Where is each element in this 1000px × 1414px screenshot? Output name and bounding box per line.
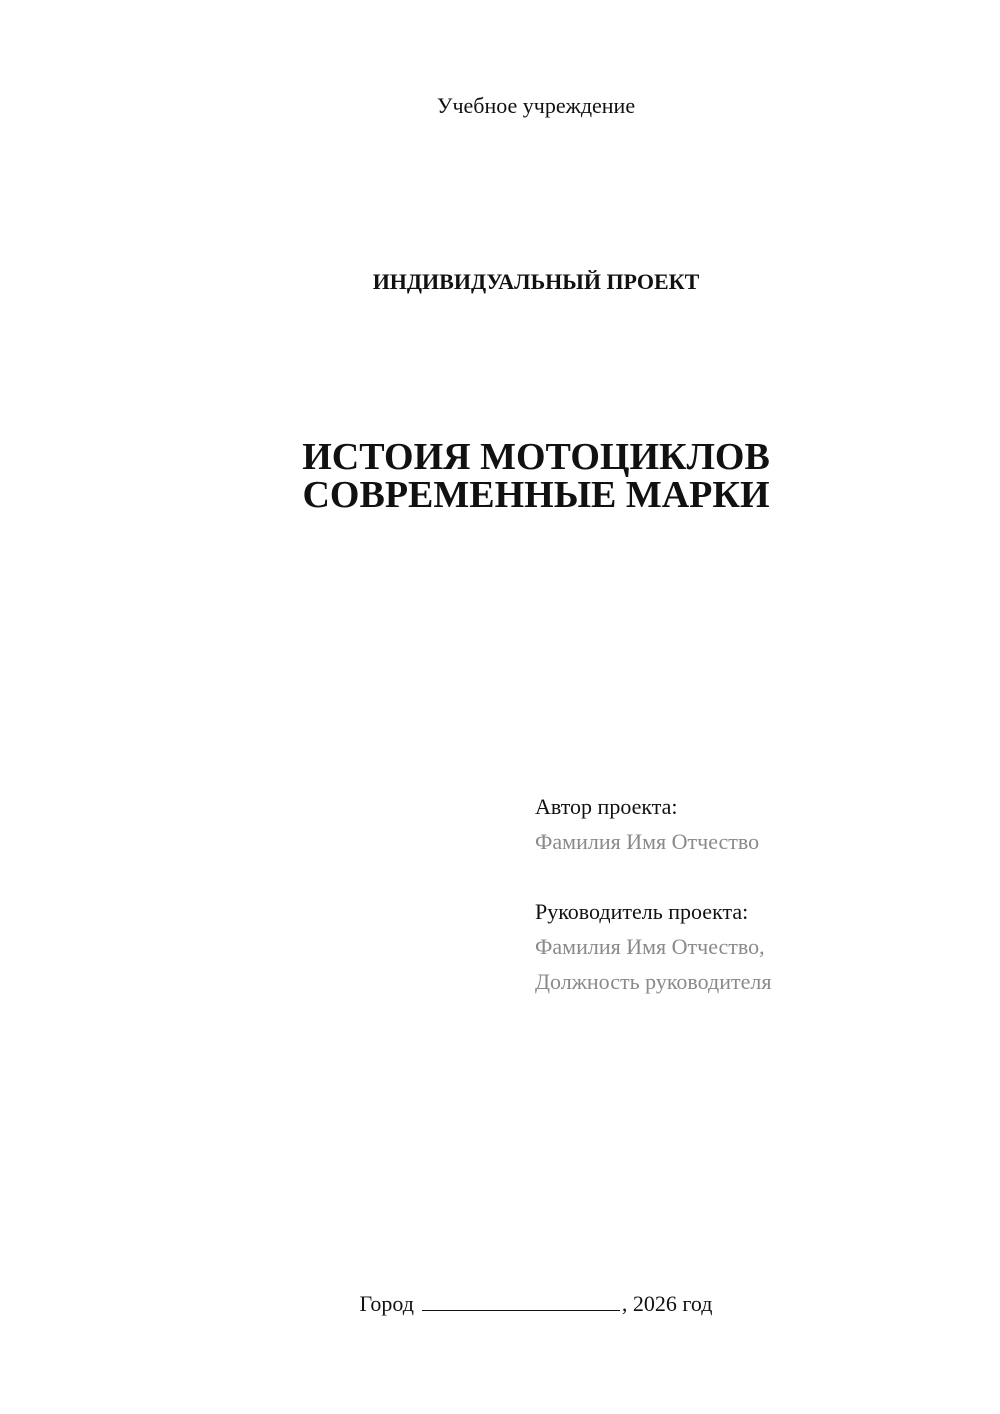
project-meta-block: [535, 789, 975, 999]
supervisor-position-placeholder: Должность руководителя: [535, 969, 772, 994]
institution-name: Учебное учреждение: [436, 93, 636, 118]
supervisor-name-placeholder: Фамилия Имя Отчество,: [535, 934, 765, 959]
city-blank-underline: [422, 1290, 620, 1311]
year-text: , 2026 год: [621, 1291, 713, 1316]
project-title: [0, 438, 1000, 514]
document-type: ИНДИВИДУАЛЬНЫЙ ПРОЕКТ: [372, 269, 700, 294]
meta-spacer: [535, 859, 975, 894]
supervisor-label: Руководитель проекта:: [535, 899, 749, 924]
project-title-line-2: СОВРЕМЕННЫЕ МАРКИ: [302, 474, 770, 516]
author-label: Автор проекта:: [535, 794, 678, 819]
city-label: Город: [359, 1291, 414, 1316]
project-title-line-1: ИСТОИЯ МОТОЦИКЛОВ: [302, 436, 770, 478]
author-name-placeholder: Фамилия Имя Отчество: [535, 829, 760, 854]
city-year-line: [0, 1290, 1000, 1318]
